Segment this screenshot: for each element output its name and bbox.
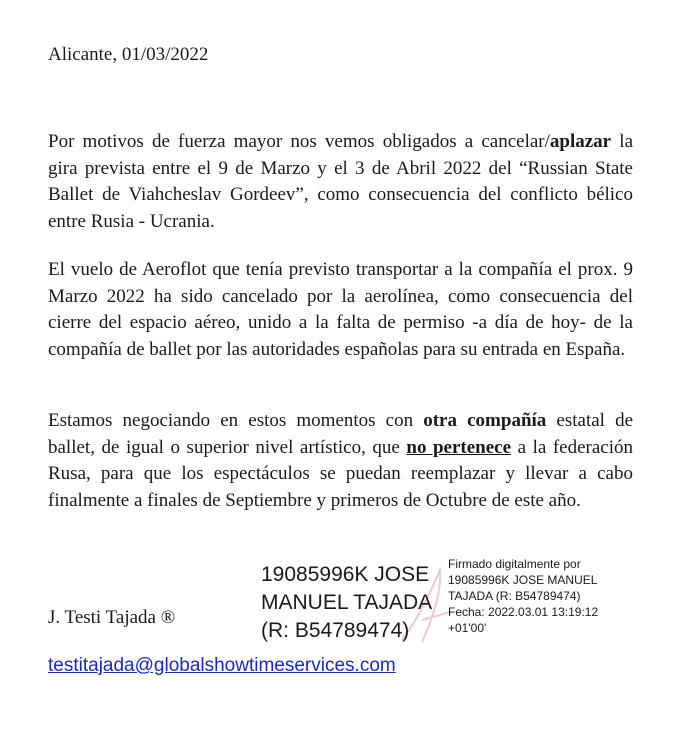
- p3-bold-otra-compania: otra compañía: [423, 410, 547, 431]
- p1-text-b: la gira prevista entre el 9 de Marzo y el 3 de Abril 2022 del “Russian State Ballet de Viahcheslav Gordeev”, como consecuencia del conflicto bélico entre Rusia - Ucrania.: [48, 131, 634, 232]
- p3-text-a: Estamos negociando en estos momentos con: [48, 410, 424, 431]
- p3-text-b: estatal de ballet, de igual o superior nivel artístico, que: [48, 410, 634, 458]
- email-link[interactable]: testitajada@globalshowtimeservices.com: [48, 655, 396, 676]
- signer-name: J. Testi Tajada ®: [48, 607, 176, 628]
- digital-signature-details: [448, 556, 638, 636]
- paragraph-1: [48, 129, 633, 235]
- cert-detail-3: TAJADA (R: B54789474): [448, 589, 581, 603]
- paragraph-3: [48, 408, 633, 514]
- p3-underline-no-pertenece: no pertenece: [406, 436, 512, 458]
- cert-line-3: (R: B54789474): [261, 619, 410, 642]
- paragraph-2: El vuelo de Aeroflot que tenía previsto transportar a la compañía el prox. 9 Marzo 2022 ha sido cancelado por la aerolínea, como consecuencia del cierre del espacio aéreo, unido a la falta de permiso -a día de hoy- de la compañía de ballet por las autoridades españolas para su entrada en España.: [48, 259, 633, 360]
- cert-line-1: 19085996K JOSE: [261, 563, 430, 586]
- p1-bold-aplazar: aplazar: [549, 131, 612, 152]
- cert-line-2: MANUEL TAJADA: [261, 591, 433, 614]
- place-date: Alicante, 01/03/2022: [48, 44, 209, 65]
- digital-signature-name: [261, 561, 446, 645]
- p3-text-c: a la federación Rusa, para que los espectáculos se puedan reemplazar y llevar a cabo finalmente a finales de Septiembre y primeros de Octubre de este año.: [48, 436, 633, 511]
- cert-detail-2: 19085996K JOSE MANUEL: [448, 573, 598, 587]
- cert-detail-5: +01'00': [448, 621, 487, 635]
- cert-detail-4: Fecha: 2022.03.01 13:19:12: [448, 605, 599, 619]
- cert-detail-1: Firmado digitalmente por: [448, 557, 581, 571]
- p1-text-a: Por motivos de fuerza mayor nos vemos obligados a cancelar/: [48, 131, 550, 152]
